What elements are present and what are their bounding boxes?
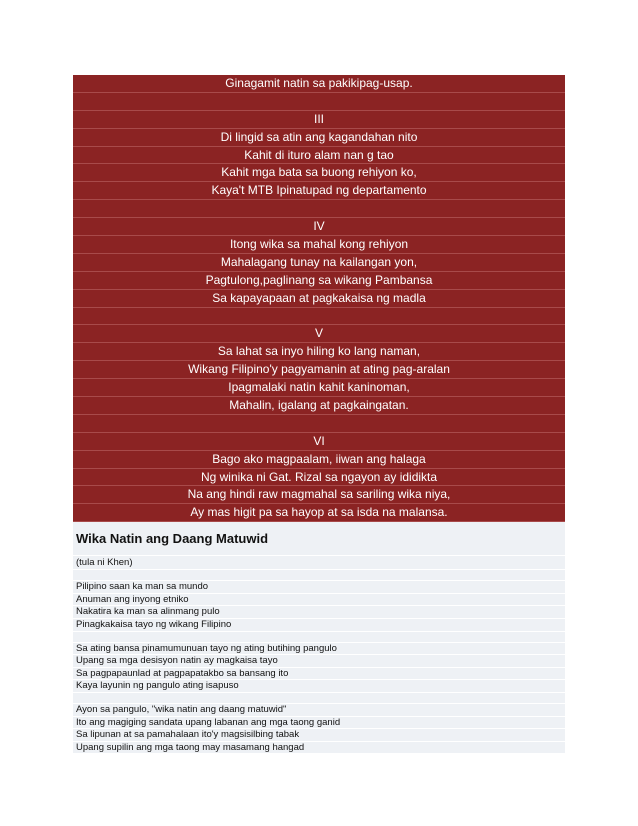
poem-line: Upang sa mga desisyon natin ay magkaisa tayo <box>73 655 565 668</box>
document <box>73 75 565 754</box>
blank-row <box>73 308 565 326</box>
poem-line: Wikang Filipino'y pagyamanin at ating pag-aralan <box>73 361 565 379</box>
poem-line: Sa ating bansa pinamumunuan tayo ng ating butihing pangulo <box>73 643 565 656</box>
blank-row <box>73 200 565 218</box>
poem-line: Upang supilin ang mga taong may masamang hangad <box>73 742 565 755</box>
poem-line: Pinagkakaisa tayo ng wikang Filipino <box>73 619 565 632</box>
blank-row <box>73 93 565 111</box>
poem-line: Sa lahat sa inyo hiling ko lang naman, <box>73 343 565 361</box>
poem-line: Mahalin, igalang at pagkaingatan. <box>73 397 565 415</box>
poem-line: Sa pagpapaunlad at pagpapatakbo sa bansang ito <box>73 668 565 681</box>
poem-line: Kaya't MTB Ipinatupad ng departamento <box>73 182 565 200</box>
poem-line: Anuman ang inyong etniko <box>73 594 565 607</box>
poem-line: Sa kapayapaan at pagkakaisa ng madla <box>73 290 565 308</box>
poem-line: Ay mas higit pa sa hayop at sa isda na malansa. <box>73 504 565 522</box>
poem-line: Mahalagang tunay na kailangan yon, <box>73 254 565 272</box>
poem-table-red <box>73 75 565 522</box>
poem-line: Sa lipunan at sa pamahalaan ito'y magsisilbing tabak <box>73 729 565 742</box>
poem-line: Ipagmalaki natin kahit kaninoman, <box>73 379 565 397</box>
blank-row <box>73 415 565 433</box>
poem-line: Di lingid sa atin ang kagandahan nito <box>73 129 565 147</box>
poem-line: Bago ako magpaalam, iiwan ang halaga <box>73 451 565 469</box>
poem-line: Kahit di ituro alam nan g tao <box>73 147 565 165</box>
poem-line: Ito ang magiging sandata upang labanan ang mga taong ganid <box>73 717 565 730</box>
poem-line: Kaya layunin ng pangulo ating isapuso <box>73 680 565 693</box>
poem-author: (tula ni Khen) <box>73 556 565 570</box>
poem-line: Ng winika ni Gat. Rizal sa ngayon ay ididikta <box>73 469 565 487</box>
stanza-number: V <box>73 325 565 343</box>
poem-line: Na ang hindi raw magmahal sa sariling wika niya, <box>73 486 565 504</box>
poem-line: Kahit mga bata sa buong rehiyon ko, <box>73 164 565 182</box>
poem-table-grey <box>73 522 565 754</box>
stanza-number: IV <box>73 218 565 236</box>
poem-line: Itong wika sa mahal kong rehiyon <box>73 236 565 254</box>
poem-line: Ayon sa pangulo, "wika natin ang daang matuwid" <box>73 704 565 717</box>
poem-title: Wika Natin ang Daang Matuwid <box>73 522 565 556</box>
blank-row <box>73 632 565 643</box>
poem-line: Ginagamit natin sa pakikipag-usap. <box>73 75 565 93</box>
poem-line: Pagtulong,paglinang sa wikang Pambansa <box>73 272 565 290</box>
poem-line: Pilipino saan ka man sa mundo <box>73 581 565 594</box>
blank-row <box>73 570 565 581</box>
blank-row <box>73 693 565 704</box>
stanza-number: III <box>73 111 565 129</box>
stanza-number: VI <box>73 433 565 451</box>
poem-line: Nakatira ka man sa alinmang pulo <box>73 606 565 619</box>
